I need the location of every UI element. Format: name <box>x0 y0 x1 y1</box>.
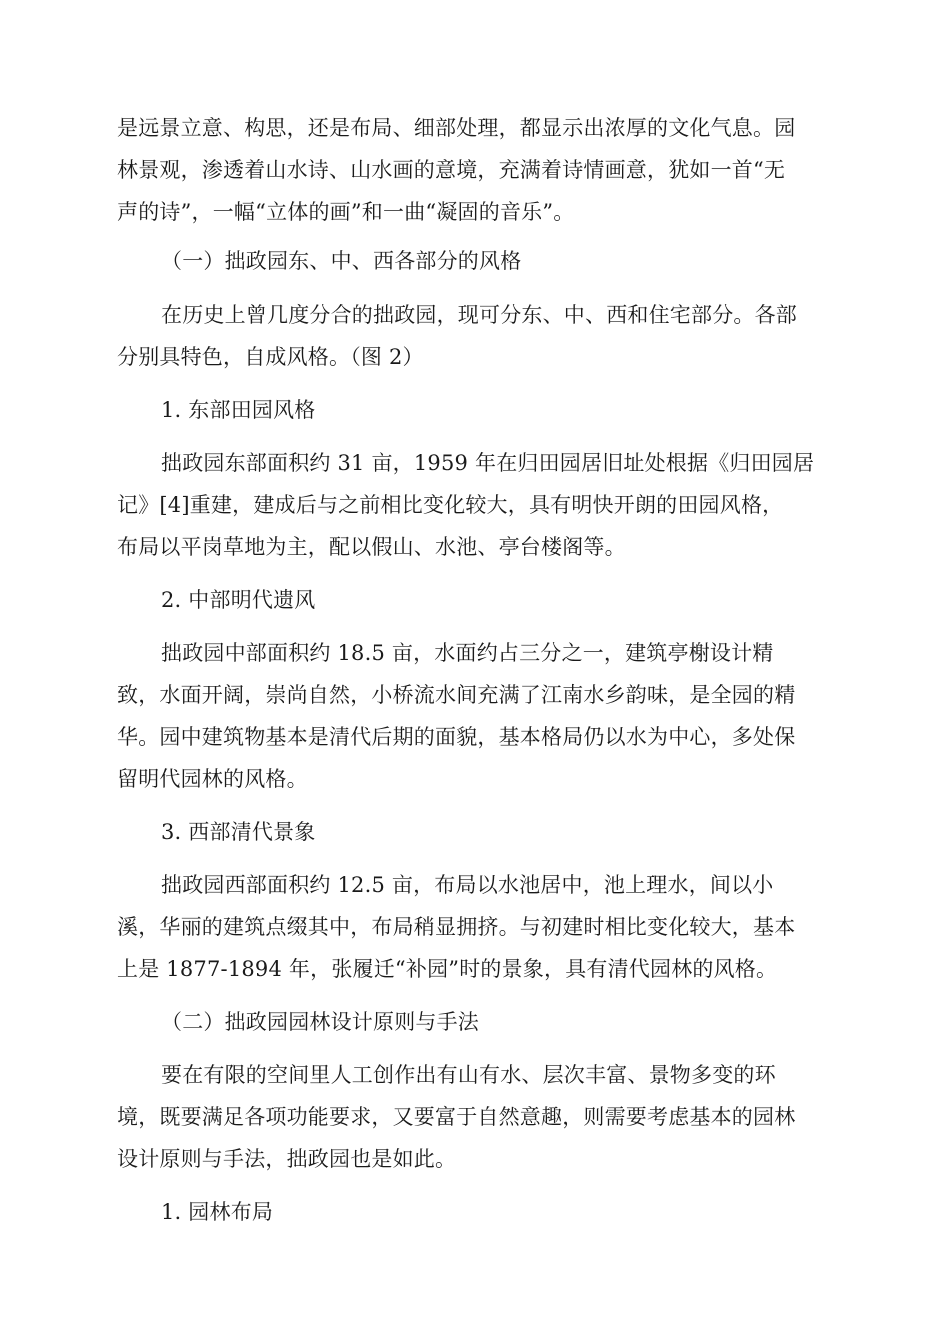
section-heading: （一）拙政园东、中、西各部分的风格 <box>161 249 522 273</box>
paragraph-line: 拙政园西部面积约 12.5 亩，布局以水池居中，池上理水，间以小 <box>161 873 774 897</box>
subsection-heading: 1. 园林布局 <box>161 1200 274 1224</box>
paragraph-line: 致，水面开阔，崇尚自然，小桥流水间充满了江南水乡韵味，是全园的精 <box>117 683 796 707</box>
paragraph-line: 境，既要满足各项功能要求，又要富于自然意趣，则需要考虑基本的园林 <box>117 1105 796 1129</box>
paragraph-line: 林景观，渗透着山水诗、山水画的意境，充满着诗情画意，犹如一首“无 <box>117 158 786 182</box>
paragraph-line: 分别具特色，自成风格。（图 2） <box>117 345 424 369</box>
paragraph-line: 拙政园中部面积约 18.5 亩，水面约占三分之一，建筑亭榭设计精 <box>161 641 774 665</box>
paragraph-line: 华。园中建筑物基本是清代后期的面貌，基本格局仍以水为中心，多处保 <box>117 725 796 749</box>
paragraph-line: 拙政园东部面积约 31 亩，1959 年在归田园居旧址处根据《归田园居 <box>161 451 815 475</box>
paragraph-line: 溪，华丽的建筑点缀其中，布局稍显拥挤。与初建时相比变化较大，基本 <box>117 915 796 939</box>
paragraph-line: 要在有限的空间里人工创作出有山有水、层次丰富、景物多变的环 <box>161 1063 776 1087</box>
subsection-heading: 2. 中部明代遗风 <box>161 588 316 612</box>
paragraph-line: 在历史上曾几度分合的拙政园，现可分东、中、西和住宅部分。各部 <box>161 303 797 327</box>
paragraph-line: 上是 1877-1894 年，张履迁“补园”时的景象，具有清代园林的风格。 <box>117 957 778 981</box>
paragraph-line: 记》[4]重建，建成后与之前相比变化较大，具有明快开朗的田园风格， <box>117 493 784 517</box>
subsection-heading: 3. 西部清代景象 <box>161 820 316 844</box>
paragraph-line: 留明代园林的风格。 <box>117 767 308 791</box>
paragraph-line: 是远景立意、构思，还是布局、细部处理，都显示出浓厚的文化气息。园 <box>117 116 796 140</box>
subsection-heading: 1. 东部田园风格 <box>161 398 316 422</box>
paragraph-line: 布局以平岗草地为主，配以假山、水池、亭台楼阁等。 <box>117 535 626 559</box>
section-heading: （二）拙政园园林设计原则与手法 <box>161 1010 479 1034</box>
paragraph-line: 设计原则与手法，拙政园也是如此。 <box>117 1147 457 1171</box>
paragraph-line: 声的诗”，一幅“立体的画”和一曲“凝固的音乐”。 <box>117 200 575 224</box>
